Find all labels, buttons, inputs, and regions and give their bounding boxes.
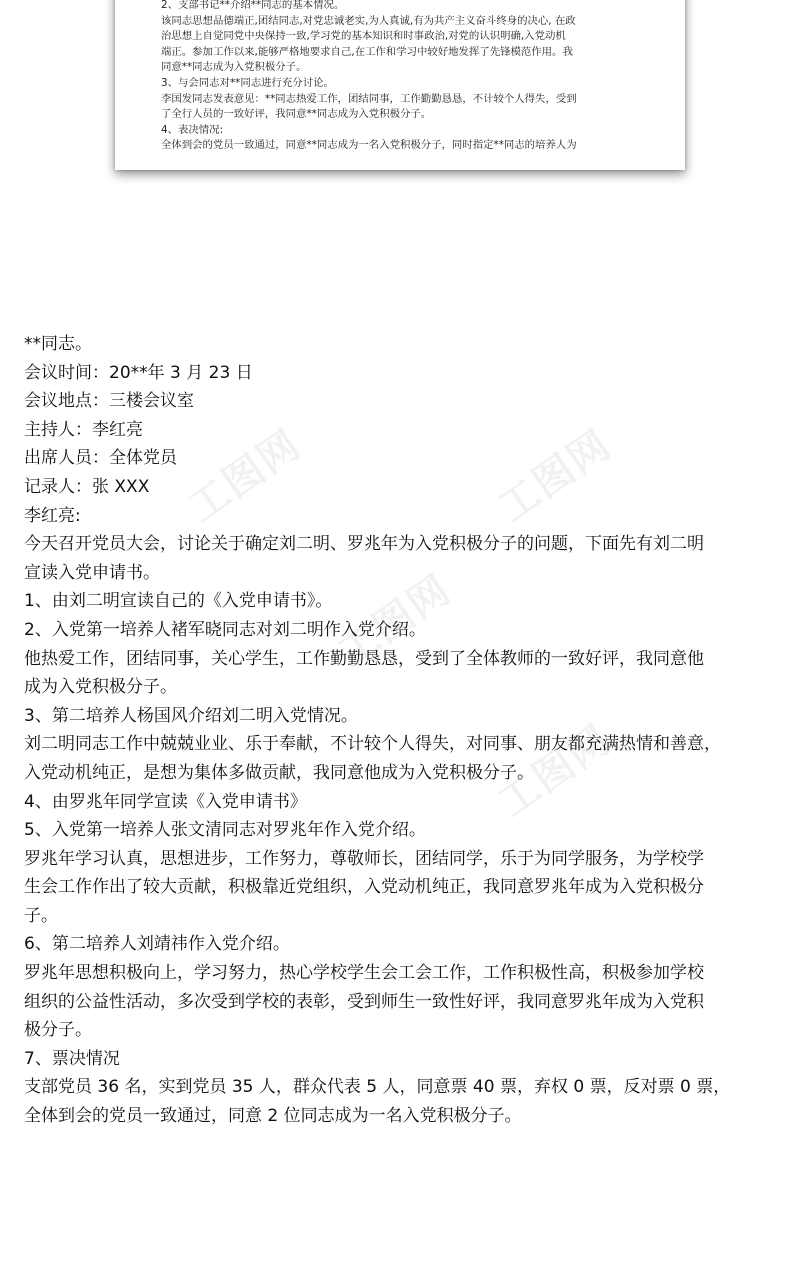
document-line: 7、票决情况 [24,1048,120,1069]
watermark: 工图网 [490,421,620,532]
document-line: **同志。 [24,334,92,354]
document-preview-card [115,0,685,170]
preview-line: 2、支部书记**介绍**同志的基本情况。 [161,0,345,11]
preview-line: 4、表决情况: [161,123,224,136]
document-line: 李红亮: [24,505,81,526]
document-line: 极分子。 [24,1020,92,1041]
document-line: 组织的公益性活动，多次受到学校的表彰，受到师生一致性好评，我同意罗兆年成为入党积 [24,991,704,1012]
document-line: 5、入党第一培养人张文清同志对罗兆年作入党介绍。 [24,820,426,841]
document-line: 2、入党第一培养人褚军晓同志对刘二明作入党介绍。 [24,619,426,640]
document-line: 子。 [24,905,58,926]
document-body [24,330,784,1131]
watermark: 工图网 [330,566,460,677]
document-line: 6、第二培养人刘靖祎作入党介绍。 [24,934,290,955]
preview-text [115,0,685,154]
document-line: 支部党员 36 名，实到党员 35 人，群众代表 5 人，同意票 40 票，弃权 0 票，反对票 0 票， [24,1077,731,1098]
document-line: 生会工作作出了较大贡献，积极靠近党组织，入党动机纯正，我同意罗兆年成为入党积极分 [24,877,704,898]
preview-line: 同意**同志成为入党积极分子。 [161,61,307,74]
document-line: 成为入党积极分子。 [24,677,177,698]
document-line: 入党动机纯正，是想为集体多做贡献，我同意他成为入党积极分子。 [24,762,534,783]
preview-line: 该同志思想品德端正,团结同志,对党忠诚老实,为人真诚,有为共产主义奋斗终身的决心, 在政 [161,14,576,27]
preview-line: 李国发同志发表意见：**同志热爱工作，团结同事，工作勤勤恳恳，不计较个人得失，受到 [161,92,577,105]
document-line: 宣读入党申请书。 [24,562,160,583]
document-line: 1、由刘二明宣读自己的《入党申请书》。 [24,591,333,612]
document-line: 主持人：李红亮 [24,419,143,440]
preview-line: 了全行人员的一致好评，我同意**同志成为入党积极分子。 [161,108,432,121]
document-line: 会议时间：20**年 3 月 23 日 [24,362,253,383]
document-line: 罗兆年学习认真，思想进步，工作努力，尊敬师长，团结同学，乐于为同学服务，为学校学 [24,848,704,869]
document-line: 他热爱工作，团结同事，关心学生，工作勤勤恳恳，受到了全体教师的一致好评，我同意他 [24,648,704,669]
document-line: 出席人员：全体党员 [24,448,177,469]
document-line: 记录人：张 XXX [24,476,150,497]
preview-line: 3、与会同志对**同志进行充分讨论。 [161,76,334,89]
document-line: 罗兆年思想积极向上，学习努力，热心学校学生会工会工作，工作积极性高，积极参加学校 [24,963,704,984]
preview-line: 治思想上自觉同党中央保持一致,学习党的基本知识和时事政治,对党的认识明确,入党动机 [161,30,566,43]
document-line: 会议地点：三楼会议室 [24,391,194,412]
document-line: 4、由罗兆年同学宣读《入党申请书》 [24,791,307,812]
watermark: 工图网 [490,716,620,827]
document-line: 3、第二培养人杨国风介绍刘二明入党情况。 [24,705,358,726]
preview-line: 端正。参加工作以来,能够严格地要求自己,在工作和学习中较好地发挥了先锋模范作用。我 [161,45,573,58]
preview-line: 全体到会的党员一致通过，同意**同志成为一名入党积极分子，同时指定**同志的培养人为 [161,139,577,152]
document-line: 今天召开党员大会，讨论关于确定刘二明、罗兆年为入党积极分子的问题，下面先有刘二明 [24,534,704,555]
document-line: 全体到会的党员一致通过，同意 2 位同志成为一名入党积极分子。 [24,1106,522,1127]
document-line: 刘二明同志工作中兢兢业业、乐于奉献，不计较个人得失，对同事、朋友都充满热情和善意， [24,734,721,755]
watermark: 工图网 [180,421,310,532]
